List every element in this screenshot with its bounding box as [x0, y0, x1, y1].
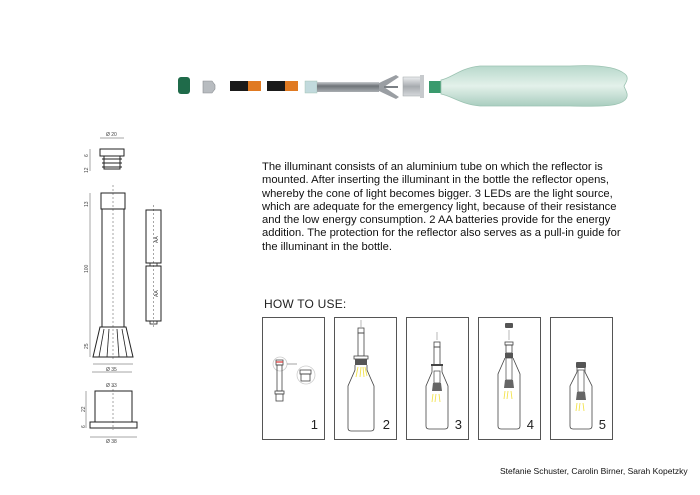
step-panel-4 [478, 317, 541, 440]
step-panel-5 [550, 317, 613, 440]
tube-drawing [90, 185, 133, 364]
cap-drawing [90, 138, 124, 171]
step-number-4: 4 [526, 417, 534, 432]
dim-cap-thread: 12 [84, 167, 90, 173]
dim-reflector-diameter: Ø 35 [106, 367, 117, 373]
dim-cap-top: 6 [84, 154, 90, 157]
ring-drawing [86, 372, 137, 437]
step-panel-1 [262, 317, 325, 440]
dim-ring-top-diameter: Ø 33 [106, 383, 117, 389]
credits-text: Stefanie Schuster, Carolin Birner, Sarah Kopetzky [500, 466, 688, 476]
aa-battery-1 [230, 81, 261, 91]
step-panel-2 [334, 317, 397, 440]
pet-bottle-part [429, 66, 627, 107]
step-number-5: 5 [598, 417, 606, 432]
step-panel-3 [406, 317, 469, 440]
exploded-product-view [170, 50, 700, 125]
cap-part [178, 77, 190, 94]
batteries-drawing [146, 205, 161, 328]
technical-drawing [78, 125, 188, 445]
step-number-2: 2 [382, 417, 390, 432]
dim-cap-diameter: Ø 20 [106, 132, 117, 138]
dim-ring-height: 22 [81, 406, 87, 412]
aluminium-tube-part [305, 75, 399, 99]
dim-tube-body: 100 [84, 264, 90, 273]
dim-reflector: 25 [84, 343, 90, 349]
step-number-3: 3 [454, 417, 462, 432]
battery-label-2: AA [154, 290, 160, 297]
reflector-ring-part [403, 75, 424, 98]
dim-ring-bottom-diameter: Ø 38 [106, 439, 117, 445]
description-text: The illuminant consists of an aluminium tube on which the reflector is mounted. After inserting the illuminant in the bottle the reflector opens, whereby the cone of light becomes bigger. 3 LEDs are the light source, which are adequate for the emergency light, because of their resistance and the low energy consumption. 2 AA batteries provide for the energy addition. The protection for the reflector also serves as a pull-in guide for the illuminant in the bottle. [262, 161, 621, 253]
battery-label-1: AA [154, 236, 160, 243]
led-head-part [203, 81, 215, 93]
step-number-1: 1 [310, 417, 318, 432]
aa-battery-2 [267, 81, 298, 91]
how-to-use-title: HOW TO USE: [264, 297, 347, 311]
dim-tube-top: 13 [84, 201, 90, 207]
dim-ring-flange: 6 [81, 425, 87, 428]
